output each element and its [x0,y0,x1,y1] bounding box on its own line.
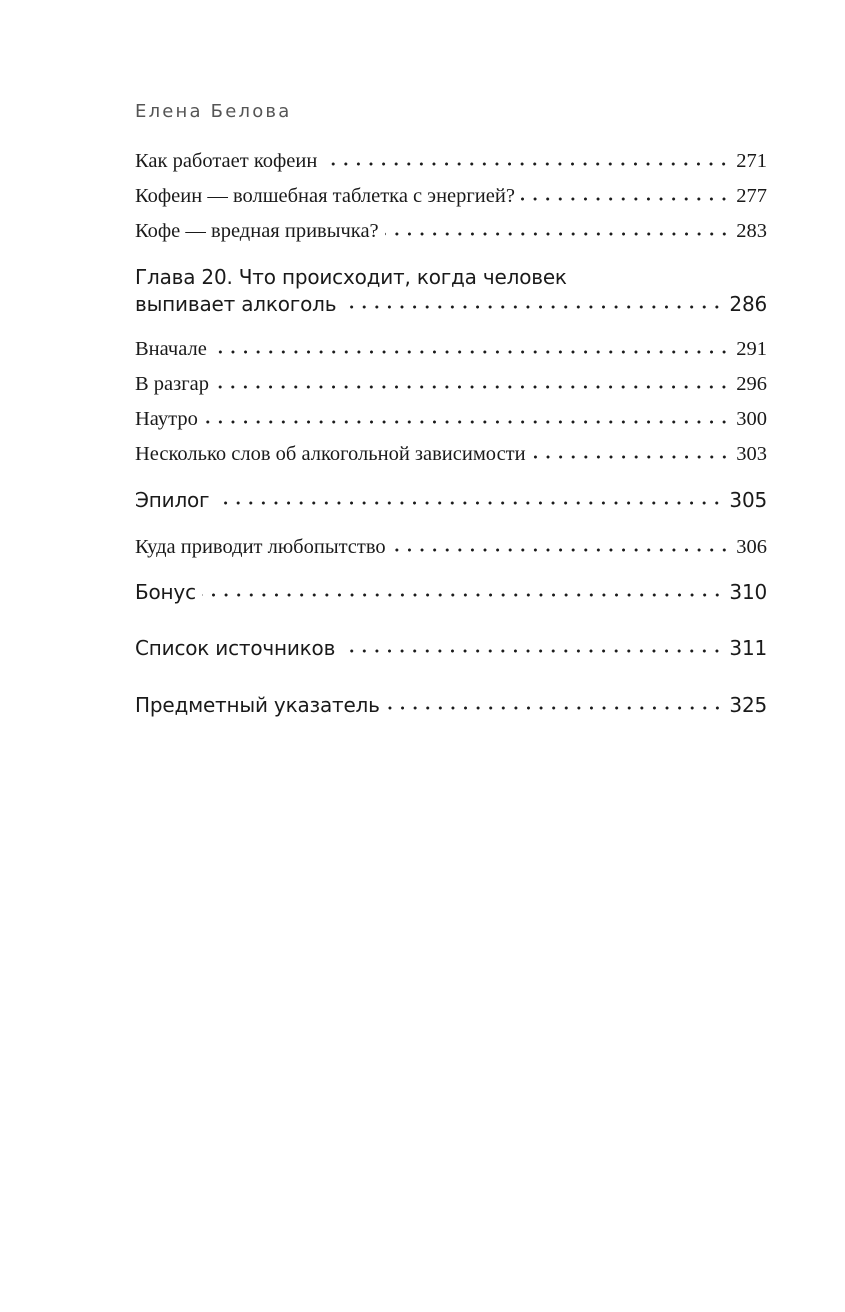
toc-entry-page: 300 [736,408,767,430]
toc-entry-page: 303 [736,443,767,465]
toc-entry-title: Как работает кофеин [135,150,318,172]
toc-entry-page: 311 [729,636,767,660]
toc-entry-page: 271 [736,150,767,172]
toc-entry-title: Несколько слов об алкогольной зависимости [135,443,526,465]
toc-entry [135,220,767,243]
chapter-20-title-line1: Глава 20. Что происходит, когда человек [135,265,567,289]
toc-entry-page: 286 [729,292,767,316]
toc-entry-title: Наутро [135,408,198,430]
toc-entry-page: 291 [736,338,767,360]
toc-chapter-entry [135,488,767,512]
toc-entry-title: Кофеин — волшебная таблетка с энергией? [135,185,515,207]
toc-chapter-entry [135,636,767,660]
toc-entry-title: В разгар [135,373,210,395]
toc-entry [135,185,767,208]
toc-entry [135,338,767,361]
running-head-author: Елена Белова [135,101,292,122]
dot-leader [215,501,723,505]
sources-title: Список источников [135,636,336,660]
toc-chapter-entry [135,292,767,316]
dot-leader [215,385,730,389]
toc-entry [135,373,767,396]
dot-leader [213,350,730,354]
toc-entry-page: 296 [736,373,767,395]
toc-chapter-entry [135,580,767,604]
index-title: Предметный указатель [135,693,380,717]
toc-entry-page: 325 [729,693,767,717]
dot-leader [385,232,731,236]
chapter-20-title-line2: выпивает алкоголь [135,292,337,316]
toc-entry [135,536,767,559]
dot-leader [386,706,724,710]
toc-entry-page: 277 [736,185,767,207]
dot-leader [202,593,724,597]
epilogue-title: Эпилог [135,488,210,512]
toc-chapter-entry [135,693,767,717]
dot-leader [392,548,731,552]
toc-entry-title: Куда приводит любопытство [135,536,386,558]
toc-entry [135,443,767,466]
dot-leader [532,455,731,459]
bonus-title: Бонус [135,580,196,604]
dot-leader [341,649,723,653]
dot-leader [521,197,730,201]
toc-entry-title: Вначале [135,338,207,360]
toc-entry-page: 310 [729,580,767,604]
toc-entry-page: 283 [736,220,767,242]
toc-entry [135,408,767,431]
dot-leader [342,305,723,309]
dot-leader [323,162,730,166]
dot-leader [204,420,730,424]
toc-entry-page: 306 [736,536,767,558]
toc-entry [135,150,767,173]
toc-entry-page: 305 [729,488,767,512]
toc-entry-title: Кофе — вредная привычка? [135,220,379,242]
